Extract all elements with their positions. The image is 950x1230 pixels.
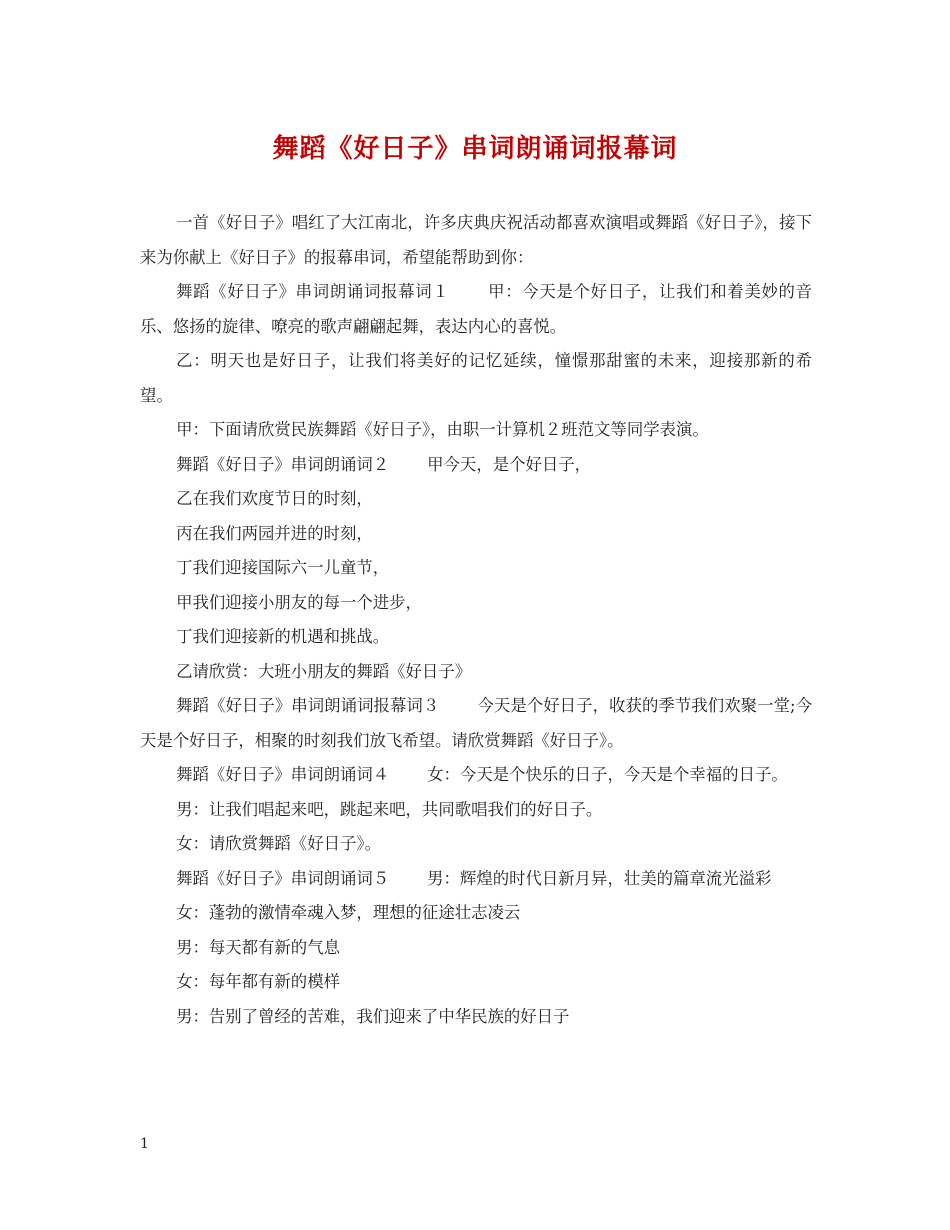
- paragraph: [140, 896, 812, 931]
- page-number: 1: [140, 1136, 149, 1152]
- paragraph: [140, 448, 812, 483]
- paragraph-text: 丁我们迎接新的机遇和挑战。: [176, 627, 390, 646]
- paragraph: [140, 965, 812, 1000]
- paragraph: [140, 931, 812, 966]
- paragraph-text: 男：辉煌的时代日新月异，壮美的篇章流光溢彩: [427, 868, 772, 888]
- paragraph: [140, 586, 812, 621]
- paragraph: [140, 344, 812, 413]
- paragraph: [140, 620, 812, 655]
- paragraph-heading: 舞蹈《好日子》串词朗诵词报幕词１: [176, 282, 450, 301]
- paragraph-text: 甲我们迎接小朋友的每一个进步，: [176, 592, 422, 612]
- paragraph-text: 丙在我们两园并进的时刻，: [176, 523, 373, 543]
- paragraph-text: 甲：今天是个好日子，让我们和着美妙的音乐、悠扬的旋律、嘹亮的歌声翩翩起舞，表达内心的喜悦。: [140, 282, 813, 336]
- paragraph: [140, 827, 812, 862]
- paragraph-text: 男：让我们唱起来吧，跳起来吧，共同歌唱我们的好日子。: [176, 799, 603, 819]
- paragraph-text: 女：蓬勃的激情牵魂入梦，理想的征途壮志凌云: [176, 903, 521, 922]
- paragraph: [140, 517, 812, 552]
- page-title: 舞蹈《好日子》串词朗诵词报幕词: [272, 134, 678, 164]
- paragraph-text: 女：请欣赏舞蹈《好日子》。: [176, 834, 381, 853]
- paragraph-heading: 舞蹈《好日子》串词朗诵词４: [176, 765, 390, 784]
- paragraph-text: 乙：明天也是好日子，让我们将美好的记忆延续，憧憬那甜蜜的未来，迎接那新的希望。: [140, 351, 812, 405]
- paragraph-text: 甲：下面请欣赏民族舞蹈《好日子》，由职一计算机２班范文等同学表演。: [176, 420, 709, 439]
- document-body: [140, 206, 812, 1034]
- paragraph: [140, 275, 812, 344]
- paragraph-heading: 舞蹈《好日子》串词朗诵词２: [176, 454, 390, 474]
- paragraph-text: 乙在我们欢度节日的时刻，: [176, 489, 373, 508]
- paragraph-text: 甲今天，是个好日子，: [427, 454, 592, 474]
- paragraph-heading: 舞蹈《好日子》串词朗诵词５: [176, 868, 390, 888]
- paragraph-text: 一首《好日子》唱红了大江南北，许多庆典庆祝活动都喜欢演唱或舞蹈《好日子》，接下来为你献上《好日子》的报幕串词，希望能帮助到你：: [140, 213, 812, 267]
- paragraph: [140, 551, 812, 586]
- paragraph: [140, 655, 812, 690]
- paragraph-text: 乙请欣赏：大班小朋友的舞蹈《好日子》: [176, 661, 472, 681]
- paragraph: [140, 413, 812, 448]
- paragraph: [140, 689, 812, 758]
- paragraph: [140, 862, 812, 897]
- paragraph: [140, 206, 812, 275]
- paragraph: [140, 1000, 812, 1035]
- paragraph-text: 今天是个好日子，收获的季节我们欢聚一堂;今天是个好日子，相聚的时刻我们放飞希望。请欣赏舞蹈《好日子》。: [140, 696, 812, 750]
- paragraph: [140, 758, 812, 793]
- paragraph: [140, 482, 812, 517]
- paragraph-heading: 舞蹈《好日子》串词朗诵词报幕词３: [176, 696, 440, 715]
- paragraph-text: 女：每年都有新的模样: [176, 972, 340, 991]
- paragraph: [140, 793, 812, 828]
- paragraph-text: 女：今天是个快乐的日子，今天是个幸福的日子。: [427, 765, 788, 784]
- paragraph-text: 丁我们迎接国际六一儿童节，: [176, 558, 390, 577]
- paragraph-text: 男：每天都有新的气息: [176, 937, 340, 957]
- paragraph-text: 男：告别了曾经的苦难，我们迎来了中华民族的好日子: [176, 1006, 570, 1026]
